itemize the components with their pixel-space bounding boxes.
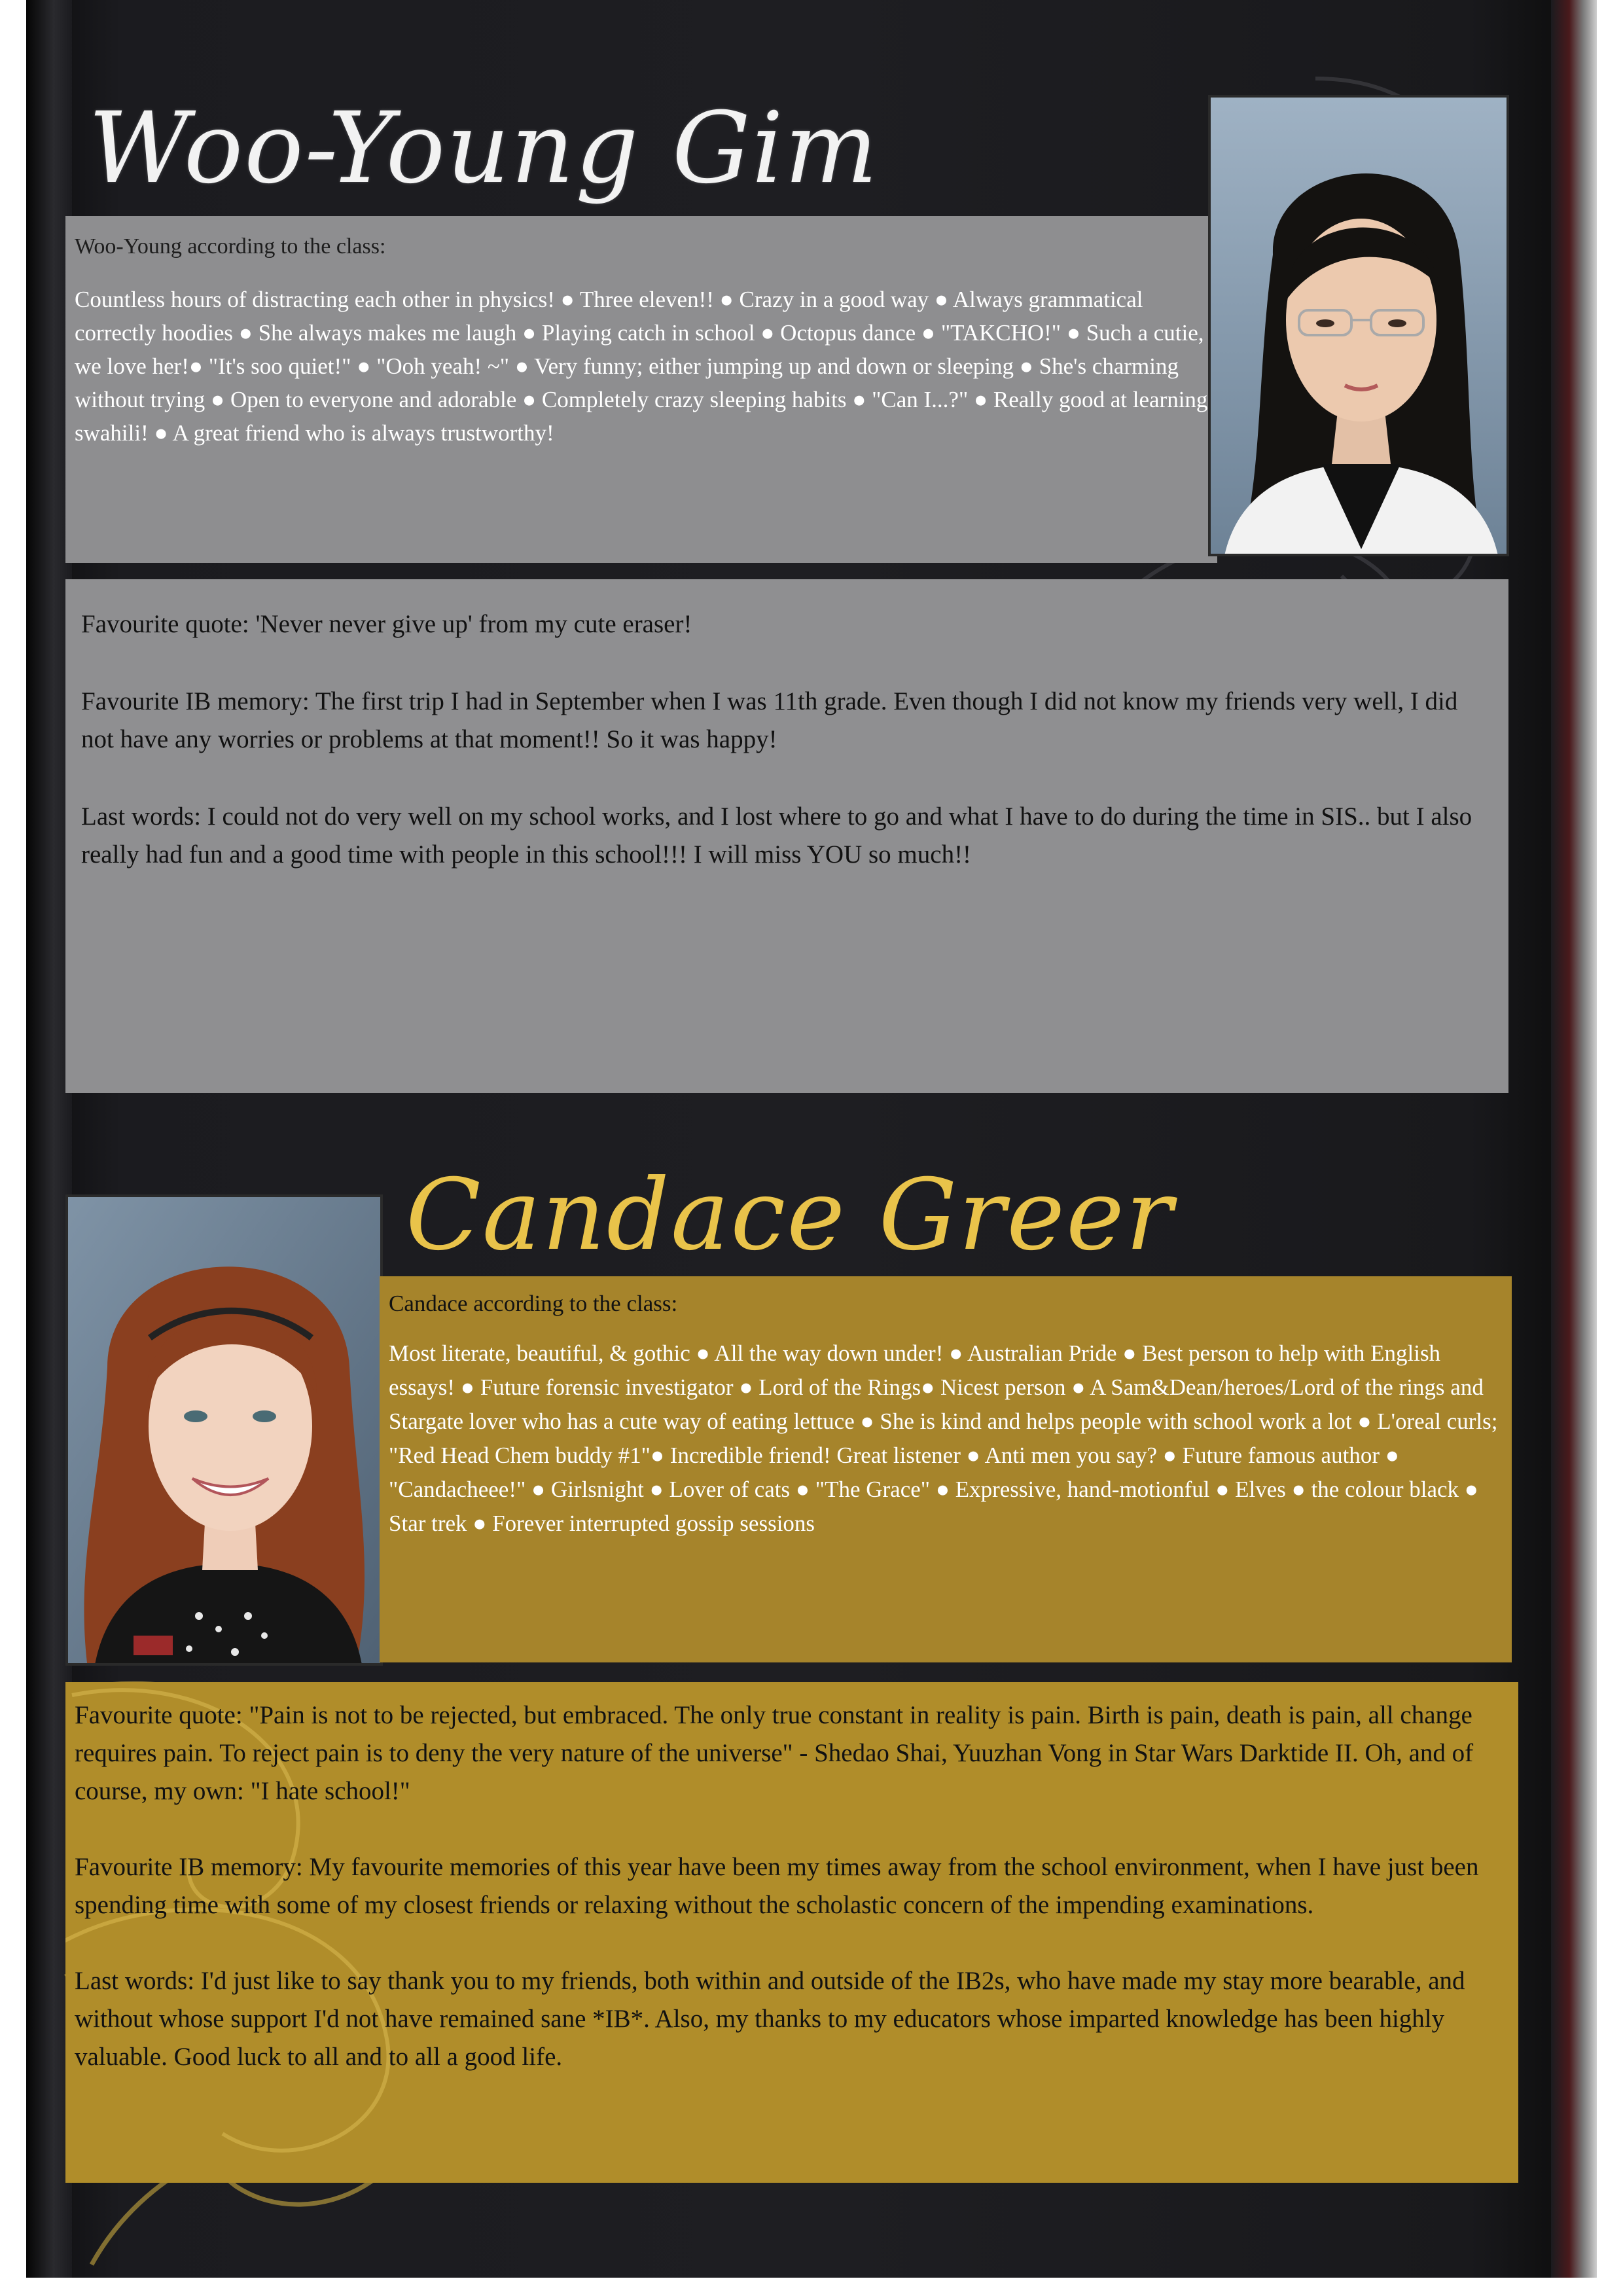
class-comments-heading: Candace according to the class: <box>389 1291 678 1316</box>
portrait-photo-woo-young <box>1208 95 1509 556</box>
page-edge <box>1551 0 1597 2278</box>
answers-panel-candace <box>65 1682 1518 2183</box>
favourite-ib-memory: Favourite IB memory: My favourite memories of this year have been my times away from the school environment, when I have just been spending time with some of my closest friends or relaxing without the scholastic concern of the impending examinations. <box>75 1853 1479 1919</box>
class-comments-panel-woo-young <box>65 216 1217 563</box>
class-comments-text: Countless hours of distracting each other in physics! ● Three eleven!! ● Crazy in a good way ● Always grammatical correctly hoodies ● She always makes me laugh ● Playing catch in school ● Octopus dance ● "TAKCHO!" ● Such a cutie, we love her!● "It's soo quiet!" ● "Ooh yeah! ~" ● Very funny; either jumping up and down or sleeping ● She's charming without trying ● Open to everyone and adorable ● Completely crazy sleeping habits ● "Can I...?" ● Really good at learning swahili! ● A great friend who is always trustworthy! <box>75 287 1208 446</box>
favourite-quote: Favourite quote: "Pain is not to be rejected, but embraced. The only true constant in reality is pain. Birth is pain, death is pain, all change requires pain. To reject pain is to deny the very nature of the universe" - Shedao Shai, Yuuzhan Vong in Star Wars Darktide II. Oh, and of course, my own: "I hate school!" <box>75 1701 1474 1805</box>
class-comments-text: Most literate, beautiful, & gothic ● All the way down under! ● Australian Pride ● Best person to help with English essays! ● Future forensic investigator ● Lord of the Rings● Nicest person ● A Sam&Dean/heroes/Lord of the rings and Stargate lover who has a cute way of eating lettuce ● She is kind and helps people with school work a lot ● L'oreal curls; "Red Head Chem buddy #1"● Incredible friend! Great listener ● Anti men you say? ● Future famous author ● "Candacheee!" ● Girlsnight ● Lover of cats ● "The Grace" ● Expressive, hand-motionful ● Elves ● the colour black ● Star trek ● Forever interrupted gossip sessions <box>389 1340 1498 1536</box>
portrait-photo-candace <box>65 1194 383 1666</box>
student-name-candace: Candace Greer <box>406 1158 1174 1272</box>
last-words: Last words: I'd just like to say thank you to my friends, both within and outside of the IB2s, who have made my stay more bearable, and without whose support I'd not have remained sane *IB*. Also, my thanks to my educators whose imparted knowledge has been highly valuable. Good luck to all and to all a good life. <box>75 1967 1465 2071</box>
favourite-ib-memory: Favourite IB memory: The first trip I had in September when I was 11th grade. Even though I did not know my friends very well, I did not have any worries or problems at that moment!! So it was happy! <box>81 687 1458 753</box>
class-comments-panel-candace <box>380 1276 1512 1662</box>
last-words: Last words: I could not do very well on my school works, and I lost where to go and what I have to do during the time in SIS.. but I also really had fun and a good time with people in this school!!! I will miss YOU so much!! <box>81 802 1472 869</box>
student-name-woo-young: Woo-Young Gim <box>88 92 880 206</box>
yearbook-page <box>26 0 1597 2278</box>
answers-panel-woo-young <box>65 579 1508 1093</box>
class-comments-heading: Woo-Young according to the class: <box>75 234 386 259</box>
favourite-quote: Favourite quote: 'Never never give up' from my cute eraser! <box>81 610 692 638</box>
